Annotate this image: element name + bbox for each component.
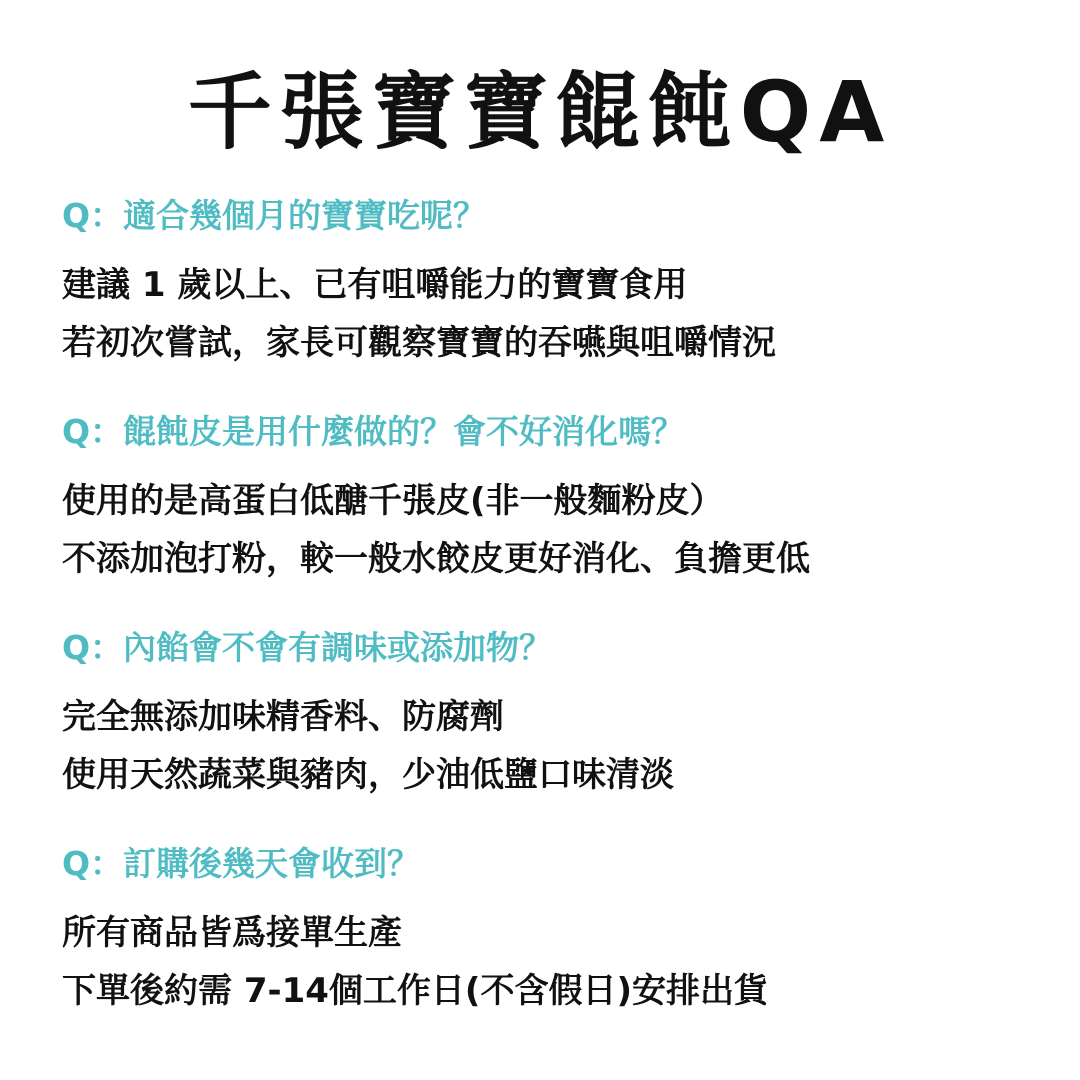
answer-wrapper-line-1: 使用的是高蛋白低醣千張皮(非一般麵粉皮） <box>62 481 724 521</box>
question-filling: Q：內餡會不會有調味或添加物？ <box>62 628 553 667</box>
page-title: 千張寶寶餛飩QA <box>187 63 893 161</box>
answer-wrapper-line-2: 不添加泡打粉，較一般水餃皮更好消化、負擔更低 <box>62 539 810 579</box>
answer-filling-line-1: 完全無添加味精香料、防腐劑 <box>62 697 504 737</box>
qa-item-filling <box>62 622 1022 804</box>
qa-item-delivery <box>62 838 1022 1020</box>
answer-age-line-1: 建議 1 歲以上、已有咀嚼能力的寶寶食用 <box>62 265 688 305</box>
qa-list <box>62 190 1022 1054</box>
answer-filling-line-2: 使用天然蔬菜與豬肉，少油低鹽口味清淡 <box>62 755 674 795</box>
answer-delivery-line-2: 下單後約需 7-14個工作日(不含假日)安排出貨 <box>62 971 768 1011</box>
question-age: Q：適合幾個月的寶寶吃呢？ <box>62 196 487 235</box>
question-wrapper: Q：餛飩皮是用什麼做的？會不好消化嗎？ <box>62 412 685 451</box>
answer-age-line-2: 若初次嘗試，家長可觀察寶寶的吞嚥與咀嚼情況 <box>62 323 776 363</box>
qa-item-wrapper <box>62 406 1022 588</box>
qa-item-age <box>62 190 1022 372</box>
question-delivery: Q：訂購後幾天會收到？ <box>62 844 421 883</box>
answer-delivery-line-1: 所有商品皆爲接單生產 <box>62 913 402 953</box>
